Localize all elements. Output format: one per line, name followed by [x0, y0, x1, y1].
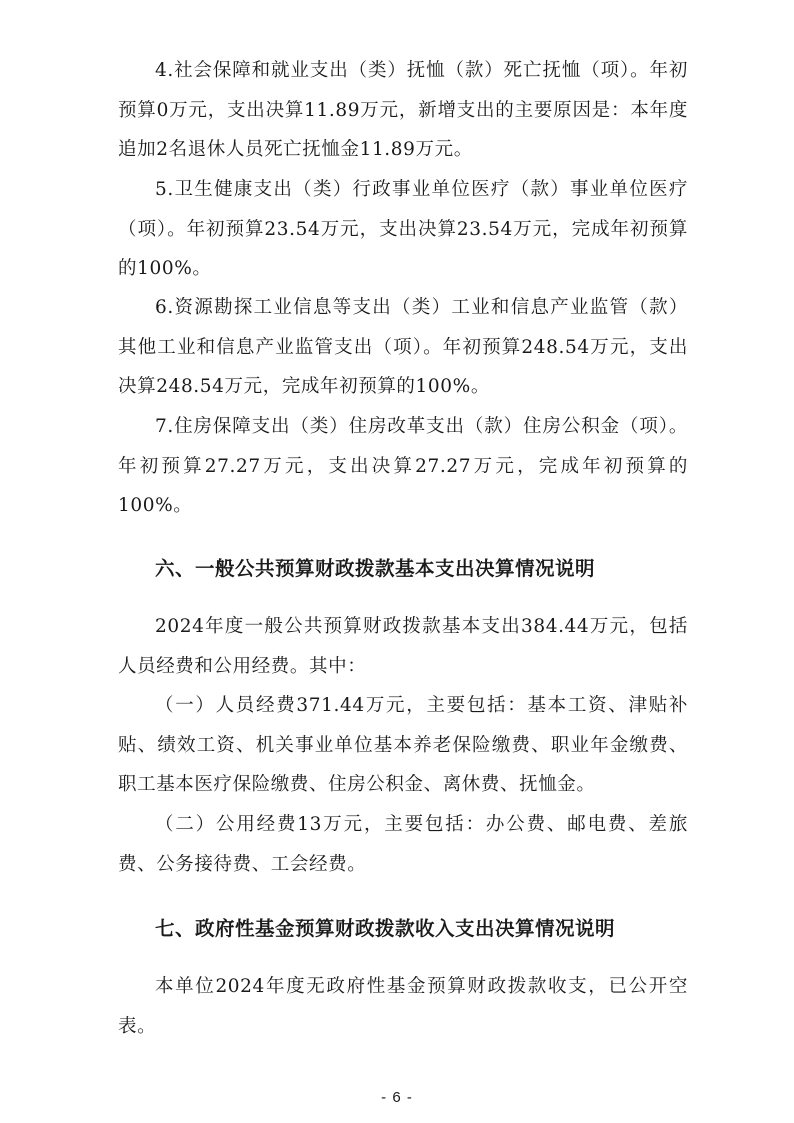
section-6-heading: 六、一般公共预算财政拨款基本支出决算情况说明 — [155, 557, 596, 580]
section-7-heading: 七、政府性基金预算财政拨款收入支出决算情况说明 — [155, 917, 616, 940]
section-6-public-expenses: （二）公用经费13万元，主要包括：办公费、邮电费、差旅费、公务接待费、工会经费。 — [118, 814, 688, 875]
paragraph-item-6: 6.资源勘探工业信息等支出（类）工业和信息产业监管（款）其他工业和信息产业监管支出（项）。年初预算248.54万元，支出决算248.54万元，完成年初预算的100%。 — [118, 297, 688, 397]
paragraph-item-4: 4.社会保障和就业支出（类）抚恤（款）死亡抚恤（项）。年初预算0万元，支出决算11.89万元，新增支出的主要原因是：本年度追加2名退休人员死亡抚恤金11.89万元。 — [118, 60, 688, 160]
page-number: - 6 - — [381, 1089, 413, 1106]
paragraph-item-7: 7.住房保障支出（类）住房改革支出（款）住房公积金（项）。年初预算27.27万元，支出决算27.27万元，完成年初预算的100%。 — [118, 416, 688, 516]
section-7-body: 本单位2024年度无政府性基金预算财政拨款收支，已公开空表。 — [118, 976, 688, 1037]
paragraph-item-5: 5.卫生健康支出（类）行政事业单位医疗（款）事业单位医疗（项）。年初预算23.54万元，支出决算23.54万元，完成年初预算的100%。 — [118, 179, 688, 279]
section-6-personnel-expenses: （一）人员经费371.44万元，主要包括：基本工资、津贴补贴、绩效工资、机关事业单位基本养老保险缴费、职业年金缴费、职工基本医疗保险缴费、住房公积金、离休费、抚恤金。 — [118, 695, 688, 795]
section-6-intro: 2024年度一般公共预算财政拨款基本支出384.44万元，包括人员经费和公用经费。其中： — [118, 616, 688, 677]
